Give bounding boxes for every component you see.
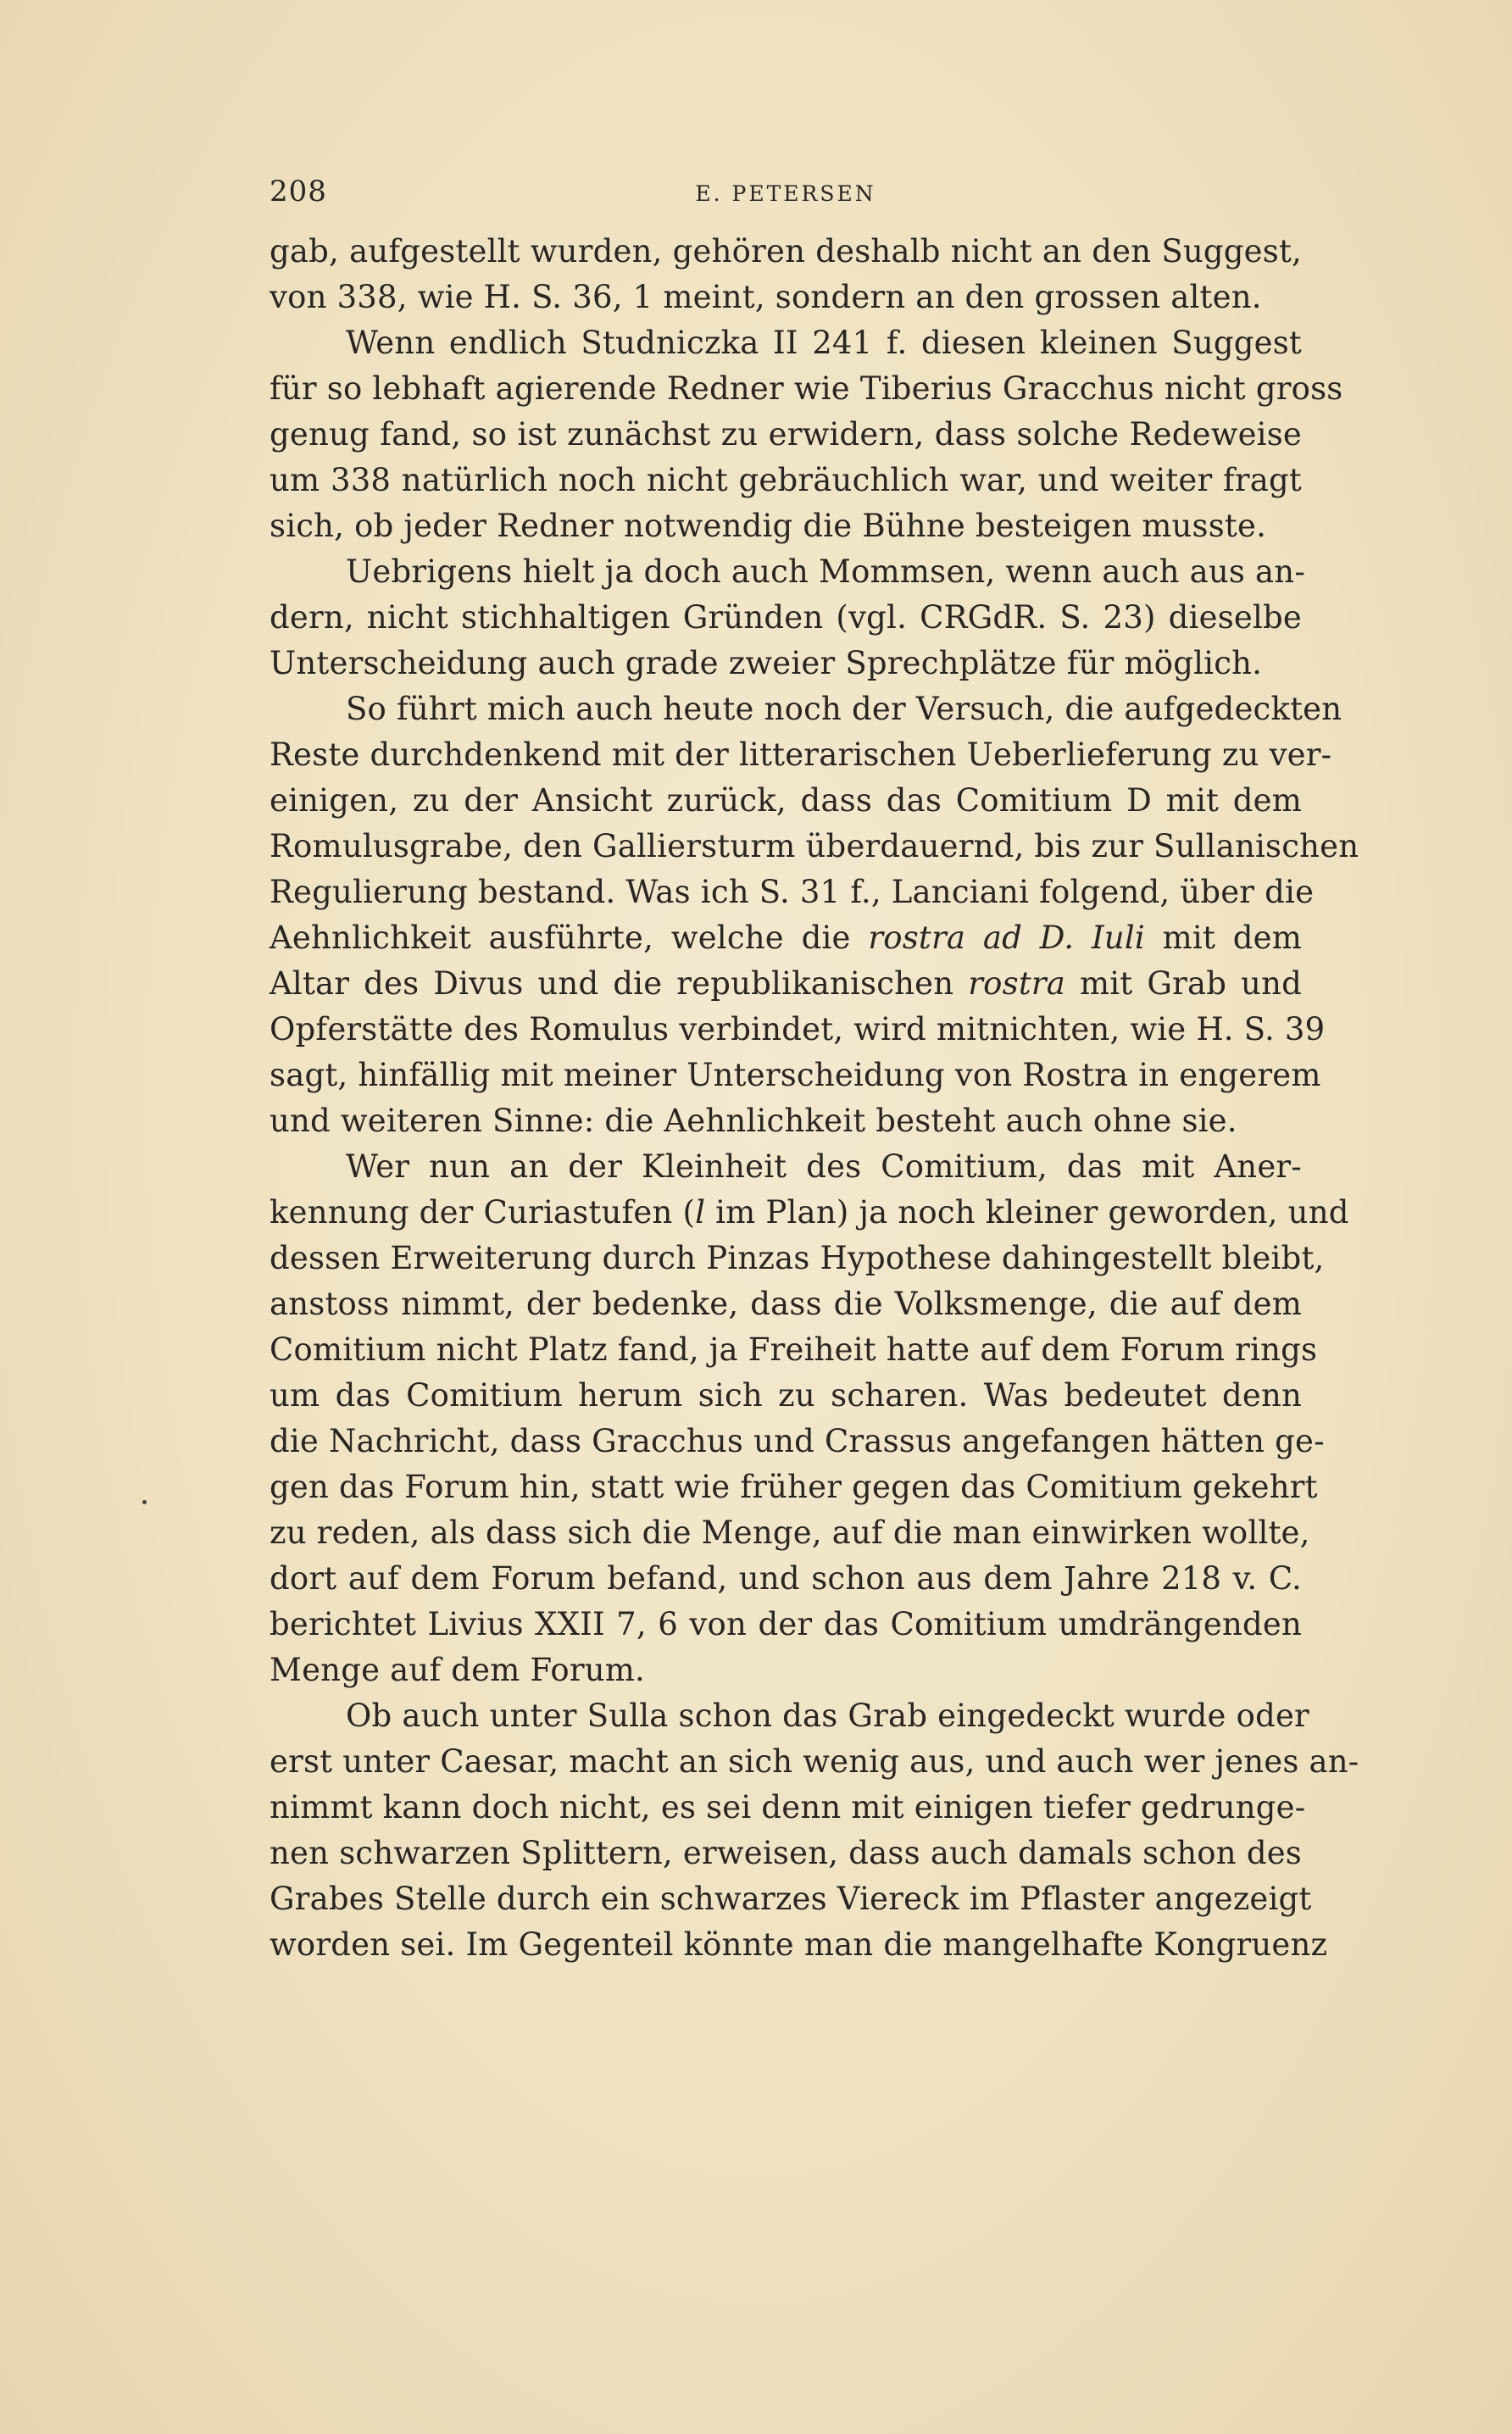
text-line: nen schwarzen Splittern, erweisen, dass auch damals schon des — [270, 1835, 1302, 1871]
text-line: Uebrigens hielt ja doch auch Mommsen, wenn auch aus an- — [346, 553, 1306, 590]
page-number: 208 — [270, 175, 327, 208]
text-line: berichtet Livius XXII 7, 6 von der das Comitium umdrängenden — [270, 1606, 1302, 1642]
text-line: sagt, hinfällig mit meiner Unterscheidung von Rostra in engerem — [270, 1057, 1321, 1093]
text-line: gen das Forum hin, statt wie früher gegen das Comitium gekehrt — [270, 1469, 1318, 1505]
text-line: Aehnlichkeit ausführte, welche die rostra ad D. Iuli mit dem — [270, 920, 1303, 956]
text-line: Opferstätte des Romulus verbindet, wird mitnichten, wie H. S. 39 — [270, 1011, 1326, 1048]
text-line: Menge auf dem Forum. — [270, 1652, 646, 1688]
text-line: Grabes Stelle durch ein schwarzes Viereck im Pflaster angezeigt — [270, 1881, 1312, 1917]
italic-term: rostra ad D. Iuli — [868, 920, 1145, 956]
text-line: die Nachricht, dass Gracchus und Crassus angefangen hätten ge- — [270, 1423, 1325, 1459]
text-line: einigen, zu der Ansicht zurück, dass das Comitium D mit dem — [270, 782, 1302, 819]
text-line: dort auf dem Forum befand, und schon aus dem Jahre 218 v. C. — [270, 1560, 1302, 1597]
text-line: sich, ob jeder Redner notwendig die Bühne besteigen musste. — [270, 508, 1267, 544]
text-line: Comitium nicht Platz fand, ja Freiheit hatte auf dem Forum rings — [270, 1331, 1318, 1368]
text-line: kennung der Curiastufen (l im Plan) ja noch kleiner geworden, und — [270, 1194, 1349, 1231]
stray-ink-dot — [142, 1500, 147, 1504]
text-line: Romulusgrabe, den Galliersturm überdauernd, bis zur Sullanischen — [270, 828, 1359, 864]
text-line: Ob auch unter Sulla schon das Grab eingedeckt wurde oder — [346, 1698, 1309, 1734]
text-line: erst unter Caesar, macht an sich wenig aus, und auch wer jenes an- — [270, 1743, 1359, 1780]
text-line: genug fand, so ist zunächst zu erwidern, dass solche Redeweise — [270, 416, 1302, 453]
text-line: Altar des Divus und die republikanischen rostra mit Grab und — [270, 965, 1302, 1002]
italic-term: l — [695, 1194, 706, 1231]
text-line: Regulierung bestand. Was ich S. 31 f., Lanciani folgend, über die — [270, 874, 1315, 910]
text-line: So führt mich auch heute noch der Versuch, die aufgedeckten — [346, 691, 1342, 727]
text-line: für so lebhaft agierende Redner wie Tiberius Gracchus nicht gross — [270, 370, 1343, 407]
text-line: nimmt kann doch nicht, es sei denn mit einigen tiefer gedrunge- — [270, 1789, 1306, 1826]
page-header — [270, 175, 1302, 217]
text-line: von 338, wie H. S. 36, 1 meint, sondern an den grossen alten. — [270, 279, 1262, 315]
text-line: gab, aufgestellt wurden, gehören deshalb nicht an den Suggest, — [270, 233, 1302, 270]
text-line: und weiteren Sinne: die Aehnlichkeit besteht auch ohne sie. — [270, 1103, 1237, 1139]
text-line: Reste durchdenkend mit der litterarischen Ueberlieferung zu ver- — [270, 736, 1332, 773]
text-line: Unterscheidung auch grade zweier Sprechplätze für möglich. — [270, 645, 1263, 681]
text-line: zu reden, als dass sich die Menge, auf die man einwirken wollte, — [270, 1514, 1310, 1551]
text-line: Wenn endlich Studniczka II 241 f. diesen kleinen Suggest — [346, 325, 1302, 361]
body-text — [270, 229, 1359, 1968]
text-line: dessen Erweiterung durch Pinzas Hypothese dahingestellt bleibt, — [270, 1240, 1325, 1276]
running-head: E. PETERSEN — [695, 181, 876, 206]
text-line: dern, nicht stichhaltigen Gründen (vgl. CRGdR. S. 23) dieselbe — [270, 599, 1302, 636]
text-line: worden sei. Im Gegenteil könnte man die mangelhafte Kongruenz — [270, 1926, 1328, 1963]
text-line: Wer nun an der Kleinheit des Comitium, das mit Aner- — [346, 1148, 1302, 1185]
italic-term: rostra — [968, 965, 1066, 1002]
text-line: um das Comitium herum sich zu scharen. Was bedeutet denn — [270, 1377, 1302, 1414]
text-line: um 338 natürlich noch nicht gebräuchlich war, und weiter fragt — [270, 462, 1302, 498]
text-line: anstoss nimmt, der bedenke, dass die Volksmenge, die auf dem — [270, 1286, 1302, 1322]
